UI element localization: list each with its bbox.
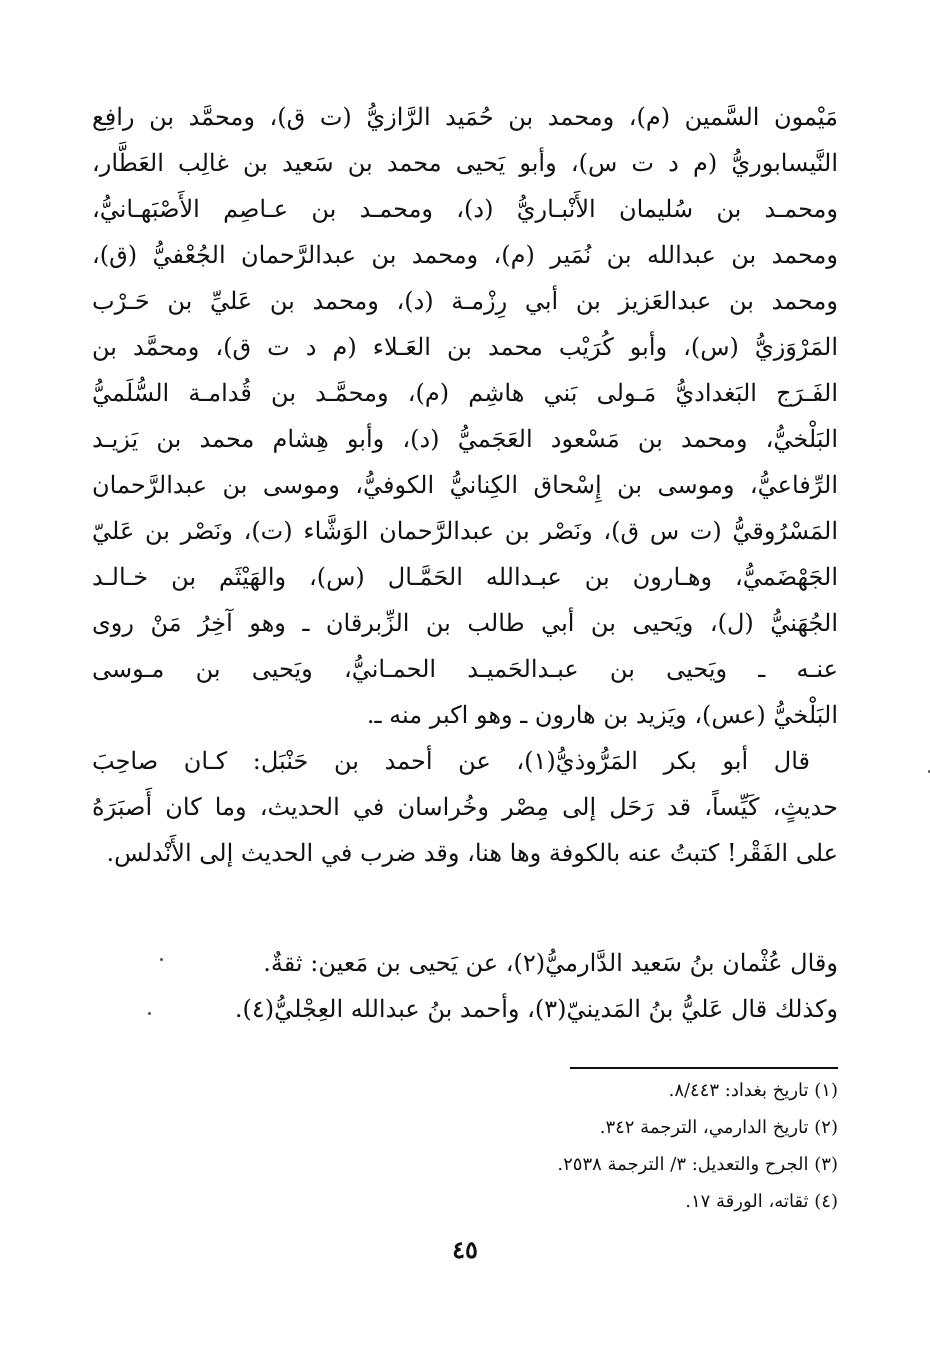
footnote: (٢) تاريخ الدارمي، الترجمة ٣٤٢. bbox=[599, 1117, 838, 1138]
footnote: (٤) ثقاته، الورقة ١٧. bbox=[685, 1191, 838, 1212]
scan-speck bbox=[160, 958, 163, 961]
narration-line: وقال عُثْمان بنُ سَعيد الدَّارميُّ(٢)، عن يَحيى بن مَعين: ثقةٌ. bbox=[263, 949, 838, 977]
text-line: الجَهْضَميُّ، وهـارون بن عبـدالله الحَمَّـال (س)، والهَيْثَم بن خـالـد bbox=[92, 563, 838, 591]
text-line: المَسْرُوقيُّ (ت س ق)، ونَصْر بن عبدالرَّحمان الوَشَّاء (ت)، ونَصْر بن عَليّ bbox=[92, 517, 838, 545]
text-line: الرِّفاعيُّ، وموسى بن إِسْحاق الكِنانيُّ الكوفيُّ، وموسى بن عبدالرَّحمان bbox=[92, 471, 838, 499]
footnote-separator bbox=[570, 1067, 838, 1069]
main-text bbox=[92, 94, 838, 876]
text-line: البَلْخيُّ (عس)، ويَزيد بن هارون ـ وهو اكبر منه ـ. bbox=[366, 701, 838, 729]
paragraph-line: حديثٍ، كَيِّساً، قد رَحَل إلى مِصْر وخُراسان في الحديث، وما كان أَصبَرَهُ bbox=[92, 793, 838, 821]
text-line: الفَـرَج البَغداديُّ مَـولى بَني هاشِم (م)، ومحمَّـد بن قُدامـة السُّلَميُّ bbox=[92, 379, 838, 407]
narration-line: وكذلك قال عَليُّ بنُ المَدينيّ(٣)، وأحمد بنُ عبدالله العِجْليُّ(٤). bbox=[234, 995, 838, 1023]
footnote: (٣) الجرح والتعديل: ٣/ الترجمة ٢٥٣٨. bbox=[557, 1154, 838, 1175]
paragraph-line: قال أبو بكر المَرُّوذيُّ(١)، عن أحمد بن حَنْبَل: كـان صاحِبَ bbox=[92, 747, 811, 775]
paragraph-line: على الفَقْر! كتبتُ عنه بالكوفة وها هنا، وقد ضرب في الحديث إلى الأَنْدلس. bbox=[106, 839, 838, 867]
footnotes bbox=[300, 1072, 838, 1220]
scan-speck bbox=[148, 1012, 151, 1015]
text-line: ومحمد بن عبدالعَزيز بن أبي رِزْمـة (د)، ومحمد بن عَليِّ بن حَـرْب bbox=[92, 287, 838, 315]
text-line: النَّيسابوريُّ (م د ت س)، وأبو يَحيى محمد بن سَعيد بن غالِب العَطَّار، bbox=[92, 149, 838, 177]
text-line: المَرْوَزيُّ (س)، وأبو كُرَيْب محمد بن العَـلاء (م د ت ق)، ومحمَّد بن bbox=[92, 333, 838, 361]
text-line: مَيْمون السَّمين (م)، ومحمد بن حُمَيد الرَّازيُّ (ت ق)، ومحمَّد بن رافِع bbox=[92, 103, 838, 131]
text-line: البَلْخيُّ، ومحمد بن مَسْعود العَجَميُّ (د)، وأبو هِشام محمد بن يَزيـد bbox=[92, 425, 838, 453]
text-line: ومحمـد بن سُليمان الأَنْبـاريُّ (د)، ومحمـد بن عـاصِم الأَصْبَهـانيُّ، bbox=[92, 195, 838, 223]
page-number: ٤٥ bbox=[452, 1235, 478, 1264]
text-line: الجُهَنيُّ (ل)، ويَحيى بن أبي طالب بن الزِّبرقان ـ وهو آخِرُ مَنْ روى bbox=[92, 609, 838, 637]
text-line: ومحمد بن عبدالله بن نُمَير (م)، ومحمد بن عبدالرَّحمان الجُعْفيُّ (ق)، bbox=[92, 241, 838, 269]
narration-block bbox=[150, 940, 838, 1032]
footnote: (١) تاريخ بغداد: ٨/٤٤٣. bbox=[668, 1080, 838, 1101]
text-line: عنـه ـ ويَحيى بن عبـدالحَميـد الحمـانيُّ، ويَحيى بن مـوسى bbox=[92, 655, 838, 683]
